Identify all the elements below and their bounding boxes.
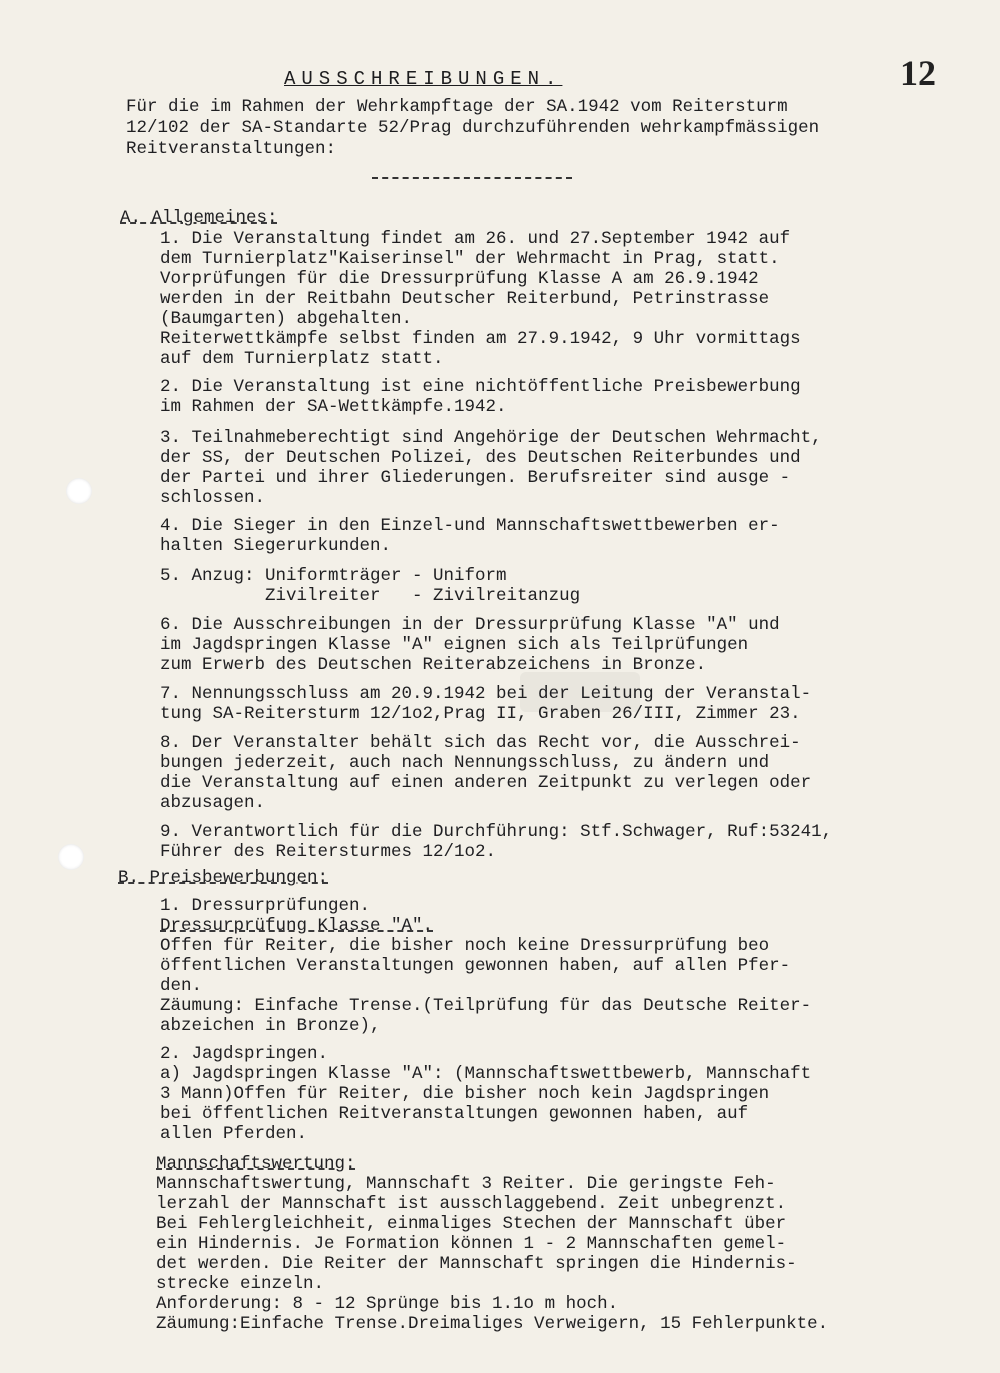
page-number: 12 (900, 53, 936, 93)
section-b-line: lerzahl der Mannschaft ist ausschlaggebend. Zeit unbegrenzt. (156, 1194, 787, 1214)
section-b-line: abzeichen in Bronze), (160, 1016, 381, 1036)
section-a-line: 7. Nennungsschluss am 20.9.1942 bei der Leitung der Veranstal- (160, 684, 812, 704)
section-a-line: Vorprüfungen für die Dressurprüfung Klasse A am 26.9.1942 (160, 269, 759, 289)
section-b-line: det werden. Die Reiter der Mannschaft springen die Hindernis- (156, 1254, 797, 1274)
section-b-subheading: Dressurprüfung Klasse "A". (160, 916, 434, 936)
punch-hole-upper (66, 478, 92, 504)
section-a-line: im Jagdspringen Klasse "A" eignen sich als Teilprüfungen (160, 635, 749, 655)
punch-hole-lower (58, 844, 84, 870)
section-b-line: ein Hindernis. Je Formation können 1 - 2 Mannschaften gemel- (156, 1234, 787, 1254)
intro-line: Für die im Rahmen der Wehrkampftage der SA.1942 vom Reitersturm (126, 97, 788, 117)
section-b-line: a) Jagdspringen Klasse "A": (Mannschaftswettbewerb, Mannschaft (160, 1064, 812, 1084)
section-a-line: Zivilreiter - Zivilreitanzug (160, 586, 581, 606)
section-a-line: 4. Die Sieger in den Einzel-und Mannschaftswettbewerben er- (160, 516, 780, 536)
section-b-line: bei öffentlichen Reitveranstaltungen gewonnen haben, auf (160, 1104, 749, 1124)
section-b-line: allen Pferden. (160, 1124, 308, 1144)
section-a-line: 8. Der Veranstalter behält sich das Recht vor, die Ausschrei- (160, 733, 801, 753)
section-a-line: Führer des Reitersturmes 12/1o2. (160, 842, 497, 862)
section-b-line: Anforderung: 8 - 12 Sprünge bis 1.1o m hoch. (156, 1294, 619, 1314)
section-b-line: den. (160, 976, 203, 996)
section-a-line: werden in der Reitbahn Deutscher Reiterbund, Petrinstrasse (160, 289, 770, 309)
section-b-line: Zäumung:Einfache Trense.Dreimaliges Verweigern, 15 Fehlerpunkte. (156, 1314, 829, 1334)
section-b-line: Bei Fehlergleichheit, einmaliges Stechen der Mannschaft über (156, 1214, 787, 1234)
section-b-subheading: Mannschaftswertung: (156, 1154, 356, 1174)
section-b-line: Mannschaftswertung, Mannschaft 3 Reiter. Die geringste Feh- (156, 1174, 776, 1194)
section-a-line: der Partei und ihrer Gliederungen. Berufsreiter sind ausge - (160, 468, 791, 488)
section-b-line: Zäumung: Einfache Trense.(Teilprüfung für das Deutsche Reiter- (160, 996, 812, 1016)
section-a-line: abzusagen. (160, 793, 266, 813)
section-a-line: 2. Die Veranstaltung ist eine nichtöffentliche Preisbewerbung (160, 377, 801, 397)
section-b-heading: B. Preisbewerbungen: (118, 868, 329, 888)
section-b-line: strecke einzeln. (156, 1274, 325, 1294)
section-a-line: Reiterwettkämpfe selbst finden am 27.9.1942, 9 Uhr vormittags (160, 329, 801, 349)
section-a-line: die Veranstaltung auf einen anderen Zeitpunkt zu verlegen oder (160, 773, 812, 793)
section-a-heading: A. Allgemeines: (120, 208, 278, 228)
section-a-line: schlossen. (160, 488, 266, 508)
section-a-line: bungen jederzeit, auch nach Nennungsschluss, zu ändern und (160, 753, 770, 773)
section-a-line: der SS, der Deutschen Polizei, des Deutschen Reiterbundes und (160, 448, 801, 468)
intro-line: Reitveranstaltungen: (126, 139, 337, 159)
section-b-line: 1. Dressurprüfungen. (160, 896, 371, 916)
section-a-line: 3. Teilnahmeberechtigt sind Angehörige der Deutschen Wehrmacht, (160, 428, 822, 448)
section-a-line: (Baumgarten) abgehalten. (160, 309, 413, 329)
section-a-line: halten Siegerurkunden. (160, 536, 392, 556)
section-b-line: 3 Mann)Offen für Reiter, die bisher noch kein Jagdspringen (160, 1084, 770, 1104)
section-a-line: im Rahmen der SA-Wettkämpfe.1942. (160, 397, 507, 417)
section-divider (372, 177, 572, 179)
section-a-line: tung SA-Reitersturm 12/1o2,Prag II, Graben 26/III, Zimmer 23. (160, 704, 801, 724)
section-a-line: 6. Die Ausschreibungen in der Dressurprüfung Klasse "A" und (160, 615, 780, 635)
intro-line: 12/102 der SA-Standarte 52/Prag durchzuführenden wehrkampfmässigen (126, 118, 820, 138)
section-a-line: auf dem Turnierplatz statt. (160, 349, 444, 369)
document-title: AUSSCHREIBUNGEN. (284, 68, 563, 90)
section-a-line: 5. Anzug: Uniformträger - Uniform (160, 566, 507, 586)
section-a-line: dem Turnierplatz"Kaiserinsel" der Wehrmacht in Prag, statt. (160, 249, 780, 269)
section-b-line: 2. Jagdspringen. (160, 1044, 329, 1064)
section-a-line: 9. Verantwortlich für die Durchführung: Stf.Schwager, Ruf:53241, (160, 822, 833, 842)
section-b-line: Offen für Reiter, die bisher noch keine Dressurprüfung beo (160, 936, 770, 956)
section-a-line: 1. Die Veranstaltung findet am 26. und 27.September 1942 auf (160, 229, 791, 249)
section-a-line: zum Erwerb des Deutschen Reiterabzeichens in Bronze. (160, 655, 707, 675)
section-b-line: öffentlichen Veranstaltungen gewonnen haben, auf allen Pfer- (160, 956, 791, 976)
